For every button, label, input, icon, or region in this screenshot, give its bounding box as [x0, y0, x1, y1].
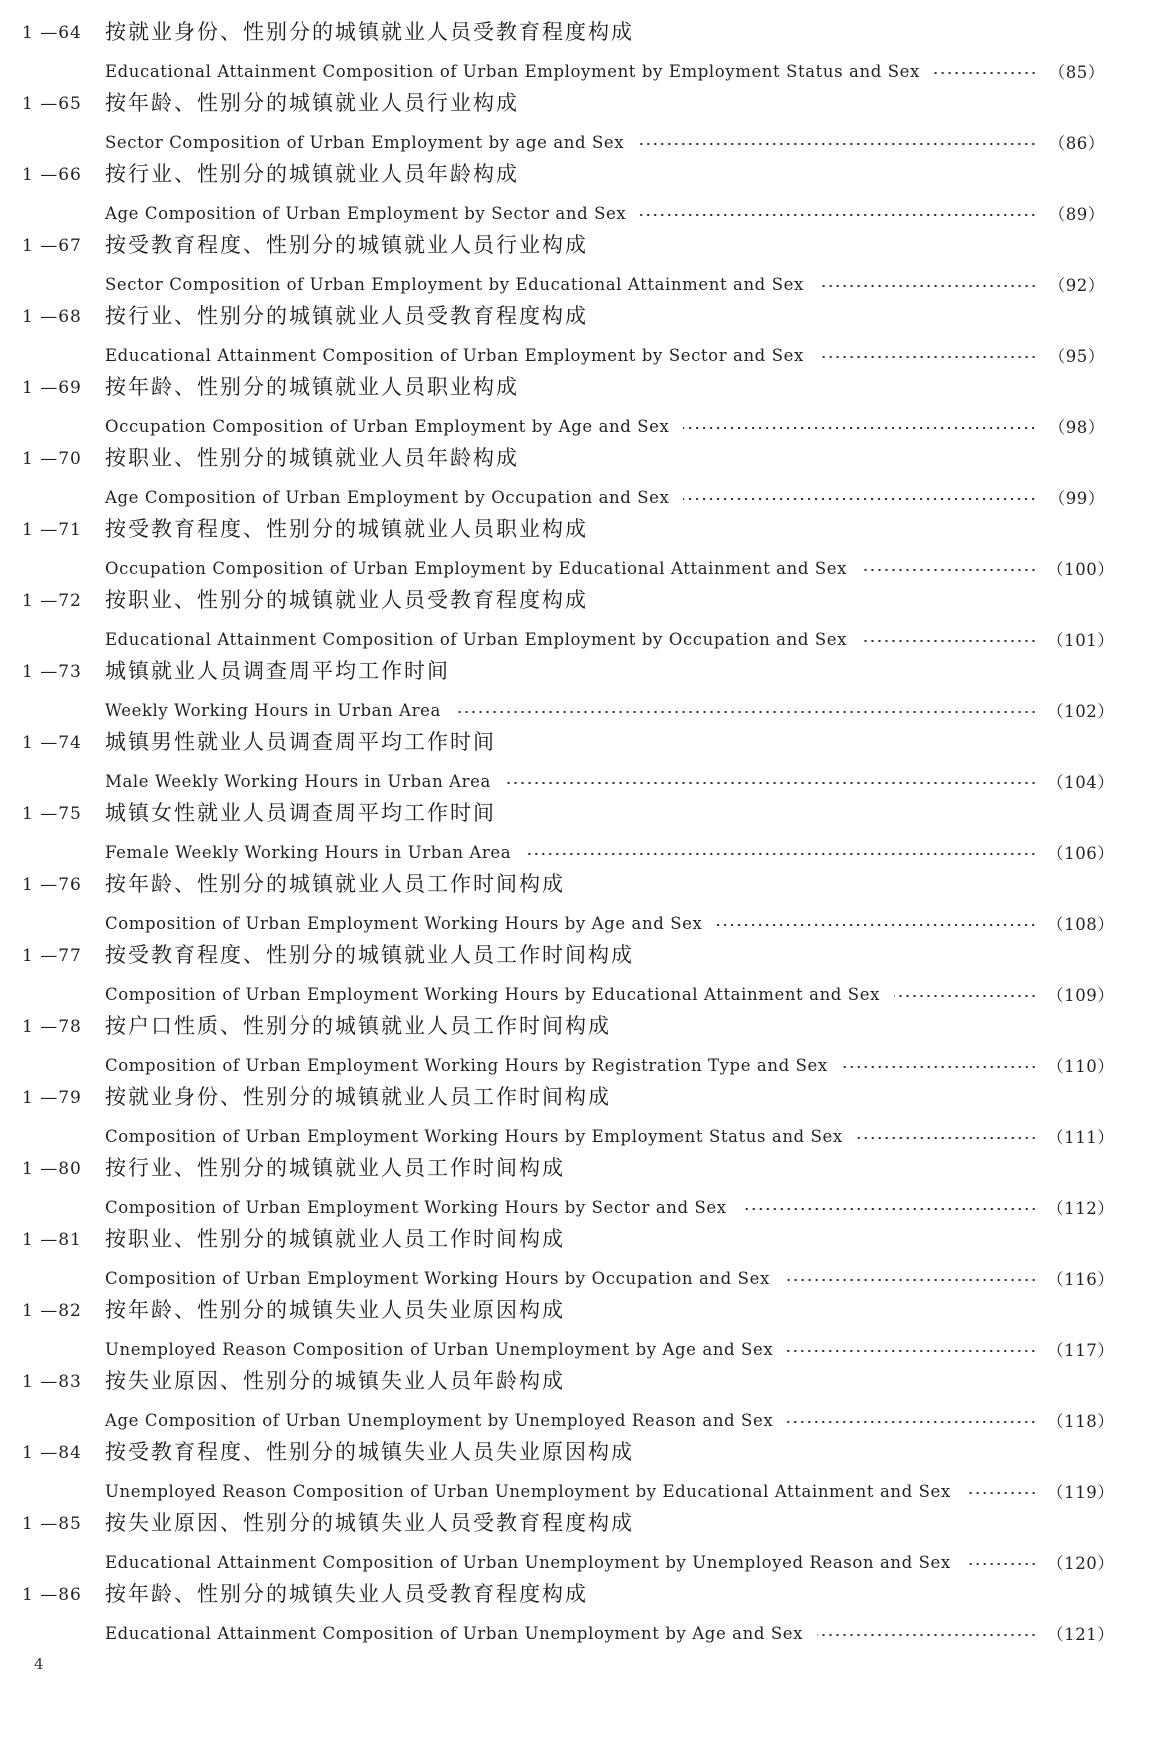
chinese-title: 按行业、性别分的城镇就业人员工作时间构成 [105, 1156, 565, 1180]
toc-entry[interactable] [0, 728, 1159, 799]
table-number: 1 —85 [22, 1514, 82, 1534]
english-title: Age Composition of Urban Unemployment by Unemployed Reason and Sex [105, 1410, 774, 1430]
english-title-row [105, 624, 1115, 654]
page-reference[interactable]: （100） [1047, 560, 1115, 579]
dot-leader [640, 214, 1037, 216]
page-reference[interactable]: （110） [1047, 1057, 1115, 1076]
page-reference[interactable]: （104） [1047, 773, 1115, 792]
page-number: 4 [34, 1655, 44, 1673]
page-reference[interactable]: （102） [1047, 702, 1115, 721]
english-title: Educational Attainment Composition of Urban Employment by Occupation and Sex [105, 629, 848, 649]
english-title: Age Composition of Urban Employment by Occupation and Sex [105, 487, 670, 507]
dot-leader [784, 1279, 1037, 1281]
table-number: 1 —84 [22, 1443, 82, 1463]
chinese-title: 按户口性质、性别分的城镇就业人员工作时间构成 [105, 1014, 611, 1038]
dot-leader [842, 1066, 1037, 1068]
toc-entry[interactable] [0, 1367, 1159, 1438]
toc-entry[interactable] [0, 231, 1159, 302]
english-title-row [105, 198, 1105, 228]
dot-leader [861, 640, 1037, 642]
table-number: 1 —68 [22, 307, 82, 327]
dot-leader [817, 1634, 1037, 1636]
dot-leader [525, 853, 1037, 855]
toc-entry[interactable] [0, 657, 1159, 728]
chinese-title: 按受教育程度、性别分的城镇就业人员职业构成 [105, 517, 588, 541]
page-reference[interactable]: （118） [1047, 1412, 1115, 1431]
english-title: Composition of Urban Employment Working Hours by Occupation and Sex [105, 1268, 770, 1288]
table-number: 1 —67 [22, 236, 82, 256]
chinese-title: 按年龄、性别分的城镇就业人员工作时间构成 [105, 872, 565, 896]
table-number: 1 —78 [22, 1017, 82, 1037]
english-title: Sector Composition of Urban Employment by age and Sex [105, 132, 625, 152]
english-title-row [105, 553, 1115, 583]
english-title-row [105, 1192, 1115, 1222]
toc-entry[interactable] [0, 1225, 1159, 1296]
chinese-title: 按职业、性别分的城镇就业人员年龄构成 [105, 446, 519, 470]
chinese-title: 城镇女性就业人员调查周平均工作时间 [105, 801, 496, 825]
table-number: 1 —70 [22, 449, 82, 469]
english-title: Educational Attainment Composition of Urban Unemployment by Age and Sex [105, 1623, 803, 1643]
dot-leader [818, 285, 1037, 287]
dot-leader [857, 1137, 1037, 1139]
english-title-row [105, 1050, 1115, 1080]
page-reference[interactable]: （117） [1047, 1341, 1115, 1360]
toc-entry[interactable] [0, 444, 1159, 515]
dot-leader [683, 498, 1037, 500]
table-number: 1 —76 [22, 875, 82, 895]
toc-entry[interactable] [0, 515, 1159, 586]
toc-entry[interactable] [0, 302, 1159, 373]
dot-leader [861, 569, 1037, 571]
english-title-row [105, 56, 1105, 86]
chinese-title: 按失业原因、性别分的城镇失业人员受教育程度构成 [105, 1511, 634, 1535]
toc-entry[interactable] [0, 1154, 1159, 1225]
toc-entry[interactable] [0, 1012, 1159, 1083]
english-title-row [105, 1405, 1115, 1435]
toc-entry[interactable] [0, 1438, 1159, 1509]
toc-entry[interactable] [0, 1296, 1159, 1367]
english-title-row [105, 1121, 1115, 1151]
page-reference[interactable]: （109） [1047, 986, 1115, 1005]
english-title: Sector Composition of Urban Employment by Educational Attainment and Sex [105, 274, 804, 294]
page-reference[interactable]: （99） [1048, 489, 1105, 508]
page-reference[interactable]: （98） [1048, 418, 1105, 437]
dot-leader [787, 1421, 1037, 1423]
english-title: Age Composition of Urban Employment by Sector and Sex [105, 203, 627, 223]
chinese-title: 按年龄、性别分的城镇失业人员受教育程度构成 [105, 1582, 588, 1606]
dot-leader [716, 924, 1037, 926]
table-number: 1 —80 [22, 1159, 82, 1179]
english-title: Occupation Composition of Urban Employment by Age and Sex [105, 416, 670, 436]
dot-leader [818, 356, 1037, 358]
english-title: Composition of Urban Employment Working Hours by Age and Sex [105, 913, 703, 933]
chinese-title: 城镇就业人员调查周平均工作时间 [105, 659, 450, 683]
toc-entry[interactable] [0, 1083, 1159, 1154]
page-reference[interactable]: （89） [1048, 205, 1105, 224]
english-title-row [105, 269, 1105, 299]
table-number: 1 —64 [22, 23, 82, 43]
chinese-title: 按年龄、性别分的城镇就业人员职业构成 [105, 375, 519, 399]
english-title-row [105, 340, 1105, 370]
chinese-title: 按职业、性别分的城镇就业人员工作时间构成 [105, 1227, 565, 1251]
page-reference[interactable]: （101） [1047, 631, 1115, 650]
toc-entry[interactable] [0, 373, 1159, 444]
dot-leader [741, 1208, 1037, 1210]
table-number: 1 —77 [22, 946, 82, 966]
chinese-title: 按年龄、性别分的城镇就业人员行业构成 [105, 91, 519, 115]
dot-leader [965, 1563, 1037, 1565]
english-title: Composition of Urban Employment Working Hours by Educational Attainment and Sex [105, 984, 880, 1004]
table-number: 1 —79 [22, 1088, 82, 1108]
chinese-title: 按就业身份、性别分的城镇就业人员工作时间构成 [105, 1085, 611, 1109]
toc-entry[interactable] [0, 941, 1159, 1012]
dot-leader [638, 143, 1037, 145]
chinese-title: 按受教育程度、性别分的城镇就业人员工作时间构成 [105, 943, 634, 967]
chinese-title: 按受教育程度、性别分的城镇失业人员失业原因构成 [105, 1440, 634, 1464]
toc-entry[interactable] [0, 870, 1159, 941]
table-number: 1 —66 [22, 165, 82, 185]
table-number: 1 —82 [22, 1301, 82, 1321]
table-number: 1 —65 [22, 94, 82, 114]
english-title-row [105, 1334, 1115, 1364]
english-title-row [105, 1263, 1115, 1293]
english-title: Unemployed Reason Composition of Urban Unemployment by Age and Sex [105, 1339, 774, 1359]
english-title: Composition of Urban Employment Working Hours by Registration Type and Sex [105, 1055, 828, 1075]
page-reference[interactable]: （111） [1047, 1128, 1115, 1147]
english-title-row [105, 1618, 1115, 1648]
english-title-row [105, 695, 1115, 725]
table-number: 1 —81 [22, 1230, 82, 1250]
table-number: 1 —72 [22, 591, 82, 611]
toc-entry[interactable] [0, 89, 1159, 160]
page-reference[interactable]: （119） [1047, 1483, 1115, 1502]
page-reference[interactable]: （95） [1048, 347, 1105, 366]
english-title: Composition of Urban Employment Working Hours by Sector and Sex [105, 1197, 727, 1217]
page-reference[interactable]: （108） [1047, 915, 1115, 934]
english-title: Male Weekly Working Hours in Urban Area [105, 771, 491, 791]
chinese-title: 按就业身份、性别分的城镇就业人员受教育程度构成 [105, 20, 634, 44]
english-title: Composition of Urban Employment Working Hours by Employment Status and Sex [105, 1126, 843, 1146]
table-number: 1 —69 [22, 378, 82, 398]
english-title-row [105, 837, 1115, 867]
english-title: Female Weekly Working Hours in Urban Area [105, 842, 512, 862]
table-number: 1 —74 [22, 733, 82, 753]
page-reference[interactable]: （116） [1047, 1270, 1115, 1289]
dot-leader [894, 995, 1037, 997]
chinese-title: 按失业原因、性别分的城镇失业人员年龄构成 [105, 1369, 565, 1393]
english-title: Occupation Composition of Urban Employment by Educational Attainment and Sex [105, 558, 848, 578]
dot-leader [505, 782, 1037, 784]
english-title-row [105, 979, 1115, 1009]
english-title-row [105, 1547, 1115, 1577]
chinese-title: 按年龄、性别分的城镇失业人员失业原因构成 [105, 1298, 565, 1322]
chinese-title: 城镇男性就业人员调查周平均工作时间 [105, 730, 496, 754]
dot-leader [683, 427, 1037, 429]
page-reference[interactable]: （85） [1048, 63, 1105, 82]
chinese-title: 按职业、性别分的城镇就业人员受教育程度构成 [105, 588, 588, 612]
toc-entry[interactable] [0, 18, 1159, 89]
chinese-title: 按受教育程度、性别分的城镇就业人员行业构成 [105, 233, 588, 257]
page-reference[interactable]: （92） [1048, 276, 1105, 295]
dot-leader [455, 711, 1037, 713]
toc-entry[interactable] [0, 1509, 1159, 1580]
english-title: Unemployed Reason Composition of Urban Unemployment by Educational Attainment and Sex [105, 1481, 951, 1501]
english-title: Weekly Working Hours in Urban Area [105, 700, 441, 720]
english-title-row [105, 482, 1105, 512]
english-title: Educational Attainment Composition of Urban Unemployment by Unemployed Reason and Sex [105, 1552, 951, 1572]
english-title-row [105, 411, 1105, 441]
toc-entry[interactable] [0, 799, 1159, 870]
page-reference[interactable]: （86） [1048, 134, 1105, 153]
page-reference[interactable]: （120） [1047, 1554, 1115, 1573]
table-number: 1 —75 [22, 804, 82, 824]
table-number: 1 —83 [22, 1372, 82, 1392]
chinese-title: 按行业、性别分的城镇就业人员受教育程度构成 [105, 304, 588, 328]
english-title: Educational Attainment Composition of Urban Employment by Sector and Sex [105, 345, 804, 365]
toc-entry[interactable] [0, 160, 1159, 231]
table-number: 1 —86 [22, 1585, 82, 1605]
english-title-row [105, 908, 1115, 938]
dot-leader [965, 1492, 1037, 1494]
english-title-row [105, 1476, 1115, 1506]
english-title-row [105, 127, 1105, 157]
english-title: Educational Attainment Composition of Urban Employment by Employment Status and Sex [105, 61, 920, 81]
table-number: 1 —71 [22, 520, 82, 540]
toc-entry[interactable] [0, 1580, 1159, 1651]
english-title-row [105, 766, 1115, 796]
page-reference[interactable]: （121） [1047, 1625, 1115, 1644]
table-number: 1 —73 [22, 662, 82, 682]
chinese-title: 按行业、性别分的城镇就业人员年龄构成 [105, 162, 519, 186]
page-reference[interactable]: （106） [1047, 844, 1115, 863]
dot-leader [787, 1350, 1037, 1352]
toc-entry[interactable] [0, 586, 1159, 657]
page-reference[interactable]: （112） [1047, 1199, 1115, 1218]
dot-leader [934, 72, 1037, 74]
